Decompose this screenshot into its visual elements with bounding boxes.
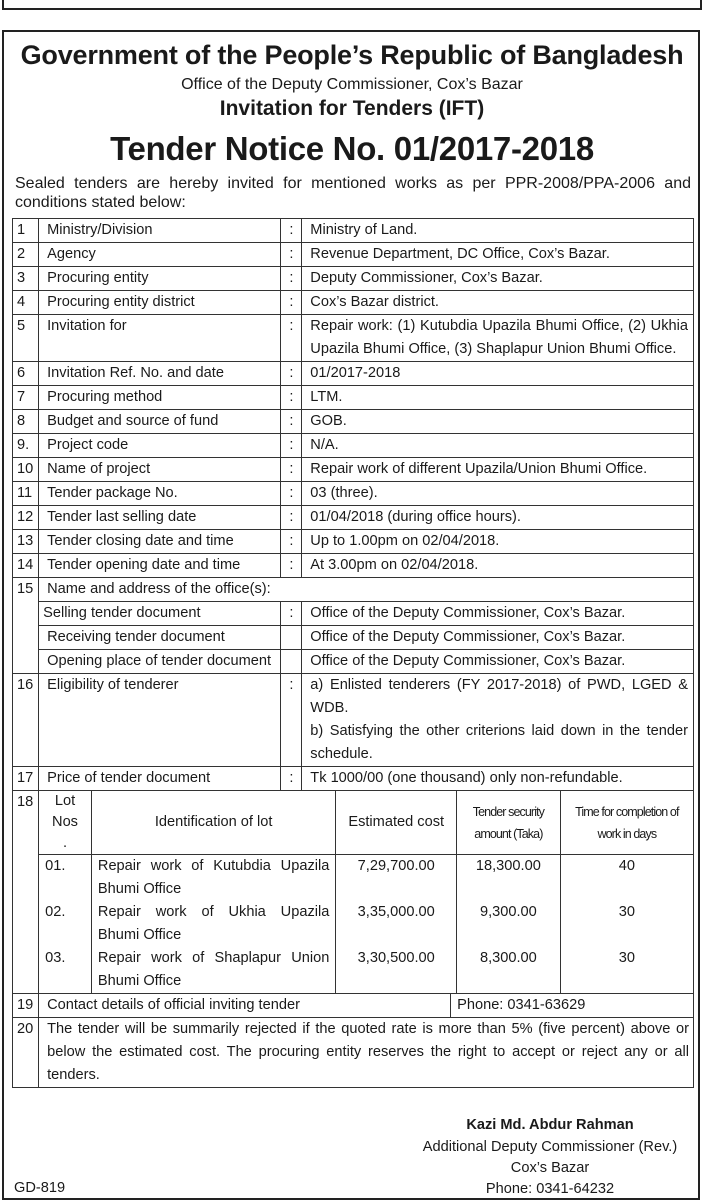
gd-code: GD-819 <box>14 1180 66 1196</box>
contact-cell <box>39 994 694 1018</box>
signatory-designation: Additional Deputy Commissioner (Rev.) <box>422 1139 678 1155</box>
row-number: 12 <box>13 506 39 530</box>
row-value: Repair work of different Upazila/Union Bhumi Office. <box>302 458 694 482</box>
table-row <box>13 291 694 315</box>
colon <box>281 650 302 674</box>
row-value: Tk 1000/00 (one thousand) only non-refundable. <box>302 767 694 791</box>
row-label: Procuring entity <box>39 267 281 291</box>
table-row <box>13 410 694 434</box>
government-title: Government of the People’s Republic of Bangladesh <box>20 40 684 70</box>
lot-header-cost: Estimated cost <box>336 791 457 855</box>
office-item-value: Office of the Deputy Commissioner, Cox’s Bazar. <box>302 626 694 650</box>
signatory-phone: Phone: 0341-64232 <box>485 1181 615 1197</box>
invitation-heading: Invitation for Tenders (IFT) <box>219 97 485 120</box>
row-number: 9. <box>13 434 39 458</box>
row-label: Tender opening date and time <box>39 554 281 578</box>
row-value: 01/2017-2018 <box>302 362 694 386</box>
office-item-value: Office of the Deputy Commissioner, Cox’s Bazar. <box>302 602 694 626</box>
table-row <box>13 791 694 994</box>
row-label: Budget and source of fund <box>39 410 281 434</box>
eligibility-a: a) Enlisted tenderers (FY 2017-2018) of PWD, LGED & WDB. <box>310 677 688 716</box>
lot-header-time: Time for completion of work in days <box>560 791 693 855</box>
row-number: 13 <box>13 530 39 554</box>
eligibility-b: b) Satisfying the other criterions laid down in the tender schedule. <box>310 723 688 762</box>
colon: : <box>281 243 302 267</box>
colon: : <box>281 410 302 434</box>
row-label: Procuring method <box>39 386 281 410</box>
row-number: 20 <box>13 1018 39 1088</box>
lot-header-security: Tender security amount (Taka) <box>457 791 561 855</box>
colon: : <box>281 386 302 410</box>
table-row <box>13 267 694 291</box>
table-row <box>13 243 694 267</box>
row-number: 16 <box>13 674 39 767</box>
intro-text: Sealed tenders are hereby invited for mentioned works as per PPR-2008/PPA-2006 and conditions stated below: <box>15 175 691 211</box>
table-row <box>13 506 694 530</box>
office-item-value: Office of the Deputy Commissioner, Cox’s Bazar. <box>302 650 694 674</box>
lot-table-cell <box>39 791 694 994</box>
row-value: GOB. <box>302 410 694 434</box>
row-label: Procuring entity district <box>39 291 281 315</box>
colon: : <box>281 362 302 386</box>
row-label: Invitation for <box>39 315 281 362</box>
row-value: N/A. <box>302 434 694 458</box>
office-item-label: Selling tender document <box>39 602 281 626</box>
lot-header-identification: Identification of lot <box>91 791 335 855</box>
row-number: 10 <box>13 458 39 482</box>
contact-phone: Phone: 0341-63629 <box>450 994 693 1017</box>
lot-header-row <box>39 791 693 855</box>
colon: : <box>281 267 302 291</box>
lot-row <box>39 855 693 902</box>
row-label: Agency <box>39 243 281 267</box>
lot-security: 9,300.00 <box>457 901 561 947</box>
table-row <box>13 458 694 482</box>
office-subtitle: Office of the Deputy Commissioner, Cox’s Bazar <box>181 76 523 93</box>
rejection-clause: The tender will be summarily rejected if the quoted rate is more than 5% (five percent) above or below the estimated cost. The procuring entity reserves the right to accept or reject any or all tenders. <box>39 1018 694 1088</box>
table-row <box>13 602 694 626</box>
lot-no: 01. <box>45 858 66 874</box>
lot-security: 8,300.00 <box>457 947 561 993</box>
row-number: 6 <box>13 362 39 386</box>
colon: : <box>281 315 302 362</box>
lot-days: 30 <box>560 947 693 993</box>
row-value: Up to 1.00pm on 02/04/2018. <box>302 530 694 554</box>
row-number: 2 <box>13 243 39 267</box>
lot-security: 18,300.00 <box>457 855 561 902</box>
table-row <box>13 482 694 506</box>
row-label: Name of project <box>39 458 281 482</box>
row-value: Deputy Commissioner, Cox’s Bazar. <box>302 267 694 291</box>
colon <box>281 626 302 650</box>
table-row <box>13 578 694 602</box>
row-value: Revenue Department, DC Office, Cox’s Bazar. <box>302 243 694 267</box>
row-value: Repair work: (1) Kutubdia Upazila Bhumi Office, (2) Ukhia Upazila Bhumi Office, (3) Shaplapur Union Bhumi Office. <box>302 315 694 362</box>
lot-no: 03. <box>45 950 66 966</box>
row-label: Price of tender document <box>39 767 281 791</box>
lot-cost: 3,30,500.00 <box>336 947 457 993</box>
lot-table <box>39 791 693 993</box>
row-number: 5 <box>13 315 39 362</box>
lot-name: Repair work of Kutubdia Upazila Bhumi Office <box>91 855 335 902</box>
row-number: 17 <box>13 767 39 791</box>
row-number: 19 <box>13 994 39 1018</box>
colon: : <box>281 291 302 315</box>
colon: : <box>281 458 302 482</box>
row-number: 3 <box>13 267 39 291</box>
table-row <box>13 1018 694 1088</box>
colon: : <box>281 554 302 578</box>
table-row <box>13 315 694 362</box>
lot-row <box>39 901 693 947</box>
office-item-label: Opening place of tender document <box>39 650 281 674</box>
colon: : <box>281 767 302 791</box>
lot-cost: 7,29,700.00 <box>336 855 457 902</box>
row-number: 14 <box>13 554 39 578</box>
contact-label: Contact details of official inviting tender <box>47 997 300 1013</box>
colon: : <box>281 506 302 530</box>
table-row <box>13 554 694 578</box>
colon: : <box>281 434 302 458</box>
row-number: 18 <box>13 791 39 994</box>
lot-days: 40 <box>560 855 693 902</box>
office-item-label: Receiving tender document <box>39 626 281 650</box>
row-label: Ministry/Division <box>39 219 281 243</box>
row-value: Ministry of Land. <box>302 219 694 243</box>
table-row <box>13 626 694 650</box>
row-number: 8 <box>13 410 39 434</box>
row-value: 03 (three). <box>302 482 694 506</box>
row-value <box>302 674 694 767</box>
table-row <box>13 434 694 458</box>
table-row <box>13 674 694 767</box>
colon: : <box>281 219 302 243</box>
row-number: 15 <box>13 578 39 674</box>
row-label: Project code <box>39 434 281 458</box>
table-row <box>13 767 694 791</box>
lot-row <box>39 947 693 993</box>
table-row <box>13 219 694 243</box>
row-value: LTM. <box>302 386 694 410</box>
table-row <box>13 530 694 554</box>
office-address-heading: Name and address of the office(s): <box>39 578 694 602</box>
row-label: Eligibility of tenderer <box>39 674 281 767</box>
lot-cost: 3,35,000.00 <box>336 901 457 947</box>
lot-name: Repair work of Shaplapur Union Bhumi Office <box>91 947 335 993</box>
lot-no: 02. <box>45 904 66 920</box>
tender-details-table <box>12 218 694 1088</box>
colon: : <box>281 482 302 506</box>
row-value: At 3.00pm on 02/04/2018. <box>302 554 694 578</box>
row-label: Tender closing date and time <box>39 530 281 554</box>
row-number: 11 <box>13 482 39 506</box>
signatory-name: Kazi Md. Abdur Rahman <box>466 1117 634 1133</box>
row-number: 7 <box>13 386 39 410</box>
table-row <box>13 994 694 1018</box>
row-value: Cox’s Bazar district. <box>302 291 694 315</box>
row-number: 1 <box>13 219 39 243</box>
previous-notice-border <box>2 0 702 10</box>
lot-name: Repair work of Ukhia Upazila Bhumi Office <box>91 901 335 947</box>
signatory-place: Cox’s Bazar <box>510 1160 590 1176</box>
row-number: 4 <box>13 291 39 315</box>
lot-header-no: Lot Nos . <box>39 791 91 855</box>
colon: : <box>281 602 302 626</box>
colon: : <box>281 530 302 554</box>
table-row <box>13 386 694 410</box>
row-label: Tender package No. <box>39 482 281 506</box>
row-value: 01/04/2018 (during office hours). <box>302 506 694 530</box>
row-label: Tender last selling date <box>39 506 281 530</box>
tender-notice-number: Tender Notice No. 01/2017-2018 <box>110 130 594 167</box>
row-label: Invitation Ref. No. and date <box>39 362 281 386</box>
lot-days: 30 <box>560 901 693 947</box>
colon: : <box>281 674 302 767</box>
table-row <box>13 650 694 674</box>
table-row <box>13 362 694 386</box>
